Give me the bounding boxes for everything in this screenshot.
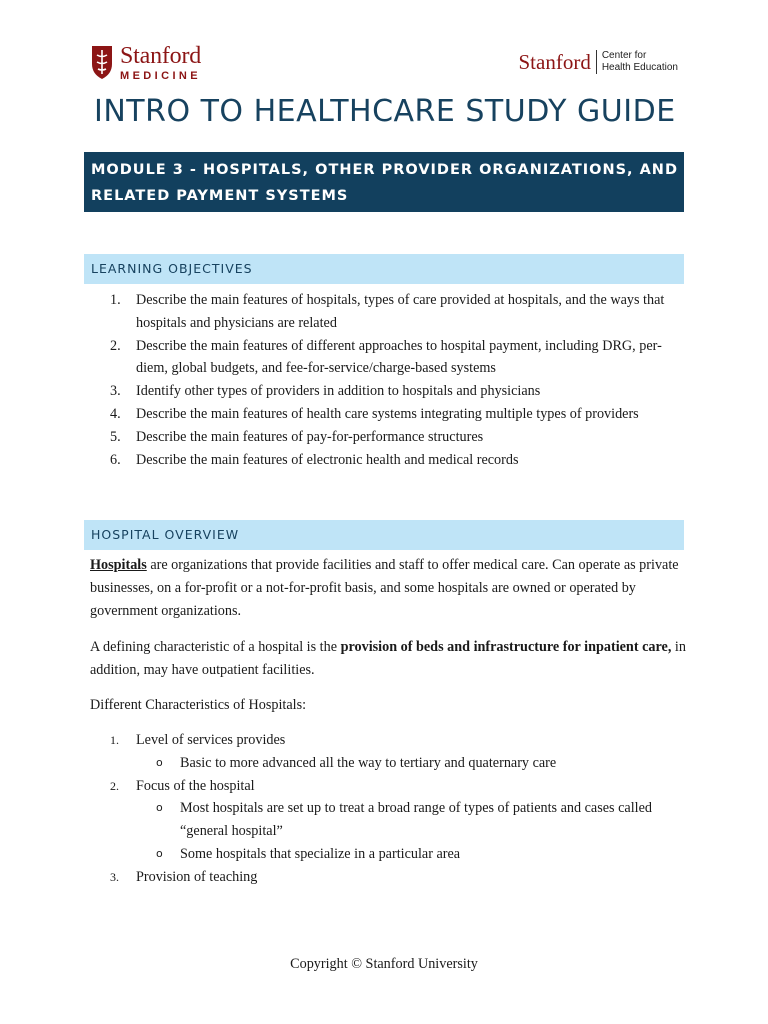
hollow-bullet-icon: o — [156, 846, 163, 860]
logo-left-name: Stanford — [120, 43, 202, 69]
module-banner — [84, 152, 684, 212]
item-text: Provision of teaching — [136, 868, 258, 885]
list-item — [110, 729, 690, 775]
logo-divider — [596, 50, 597, 74]
item-number: 3. — [110, 869, 119, 884]
sub-list-item — [156, 752, 690, 775]
item-text: Describe the main features of different approaches to hospital payment, including DRG, per-diem, global budgets, and fee-for-service/charge-based systems — [136, 337, 662, 377]
stanford-medicine-logo — [90, 44, 201, 82]
sub-item-text: Most hospitals are set up to treat a broad range of types of patients and cases called “general hospital” — [180, 800, 652, 840]
defining-text-end: in addition, may have outpatient facilities. — [90, 639, 686, 678]
item-number: 2. — [110, 778, 119, 793]
logo-right-name: Stanford — [518, 50, 591, 74]
sub-item-text: Some hospitals that specialize in a particular area — [180, 845, 461, 862]
hospitals-definition-paragraph — [90, 554, 690, 622]
item-text: Describe the main features of health care systems integrating multiple types of providers — [136, 405, 639, 422]
list-item — [110, 289, 690, 335]
list-item — [110, 403, 690, 426]
logo-right-sub-line1: Center for — [601, 50, 647, 61]
hollow-bullet-icon: o — [156, 801, 163, 815]
item-number: 6. — [110, 451, 121, 468]
item-number: 1. — [110, 733, 119, 747]
module-title-line2: RELATED PAYMENT SYSTEMS — [91, 188, 349, 204]
center-health-education-logo — [519, 50, 679, 74]
item-text: Describe the main features of electronic health and medical records — [136, 451, 519, 468]
item-number: 5. — [110, 428, 121, 445]
page-header — [0, 44, 768, 84]
characteristics-list — [110, 729, 690, 889]
list-item — [110, 426, 690, 449]
module-title-line1: MODULE 3 - HOSPITALS, OTHER PROVIDER ORGANIZATIONS, AND — [91, 162, 678, 178]
hospitals-definition-text: are organizations that provide facilities and staff to offer medical care. Can operate as private businesses, on a for-profit or a not-for-profit basis, and some hospitals are owned or operated by government organizations. — [90, 557, 679, 619]
list-item — [110, 380, 690, 403]
sub-list-item — [156, 843, 690, 866]
learning-objectives-heading: LEARNING OBJECTIVES — [84, 254, 684, 284]
hospital-overview-heading: HOSPITAL OVERVIEW — [84, 520, 684, 550]
sub-list — [110, 752, 690, 775]
defining-text-bold: provision of beds and infrastructure for inpatient care, — [340, 639, 672, 655]
list-item — [110, 775, 690, 866]
logo-left-sub: MEDICINE — [120, 70, 201, 82]
item-text: Describe the main features of hospitals, types of care provided at hospitals, and the ways that hospitals and physicians are related — [136, 292, 665, 331]
list-item — [110, 866, 690, 889]
sub-item-text: Basic to more advanced all the way to tertiary and quaternary care — [180, 754, 557, 771]
item-text: Describe the main features of pay-for-performance structures — [136, 428, 484, 445]
page-title: INTRO TO HEALTHCARE STUDY GUIDE — [94, 94, 676, 129]
item-number: 1. — [110, 292, 121, 308]
item-number: 3. — [110, 383, 121, 400]
item-text: Level of services provides — [136, 732, 286, 748]
sub-list — [110, 797, 690, 865]
item-text: Identify other types of providers in addition to hospitals and physicians — [136, 383, 541, 400]
defining-characteristic-paragraph — [90, 636, 690, 682]
item-text: Focus of the hospital — [136, 777, 255, 794]
characteristics-intro: Different Characteristics of Hospitals: — [90, 697, 307, 713]
hollow-bullet-icon: o — [156, 755, 163, 769]
sub-list-item — [156, 797, 690, 843]
item-number: 2. — [110, 337, 121, 354]
logo-right-sub-line2: Health Education — [601, 62, 678, 73]
stanford-shield-icon — [90, 44, 114, 80]
copyright-footer: Copyright © Stanford University — [290, 956, 478, 972]
list-item — [110, 335, 690, 381]
defining-text-start: A defining characteristic of a hospital is the — [90, 639, 341, 655]
list-item — [110, 449, 690, 472]
item-number: 4. — [110, 405, 121, 422]
learning-objectives-list — [110, 289, 690, 471]
hospitals-term: Hospitals — [90, 557, 147, 573]
